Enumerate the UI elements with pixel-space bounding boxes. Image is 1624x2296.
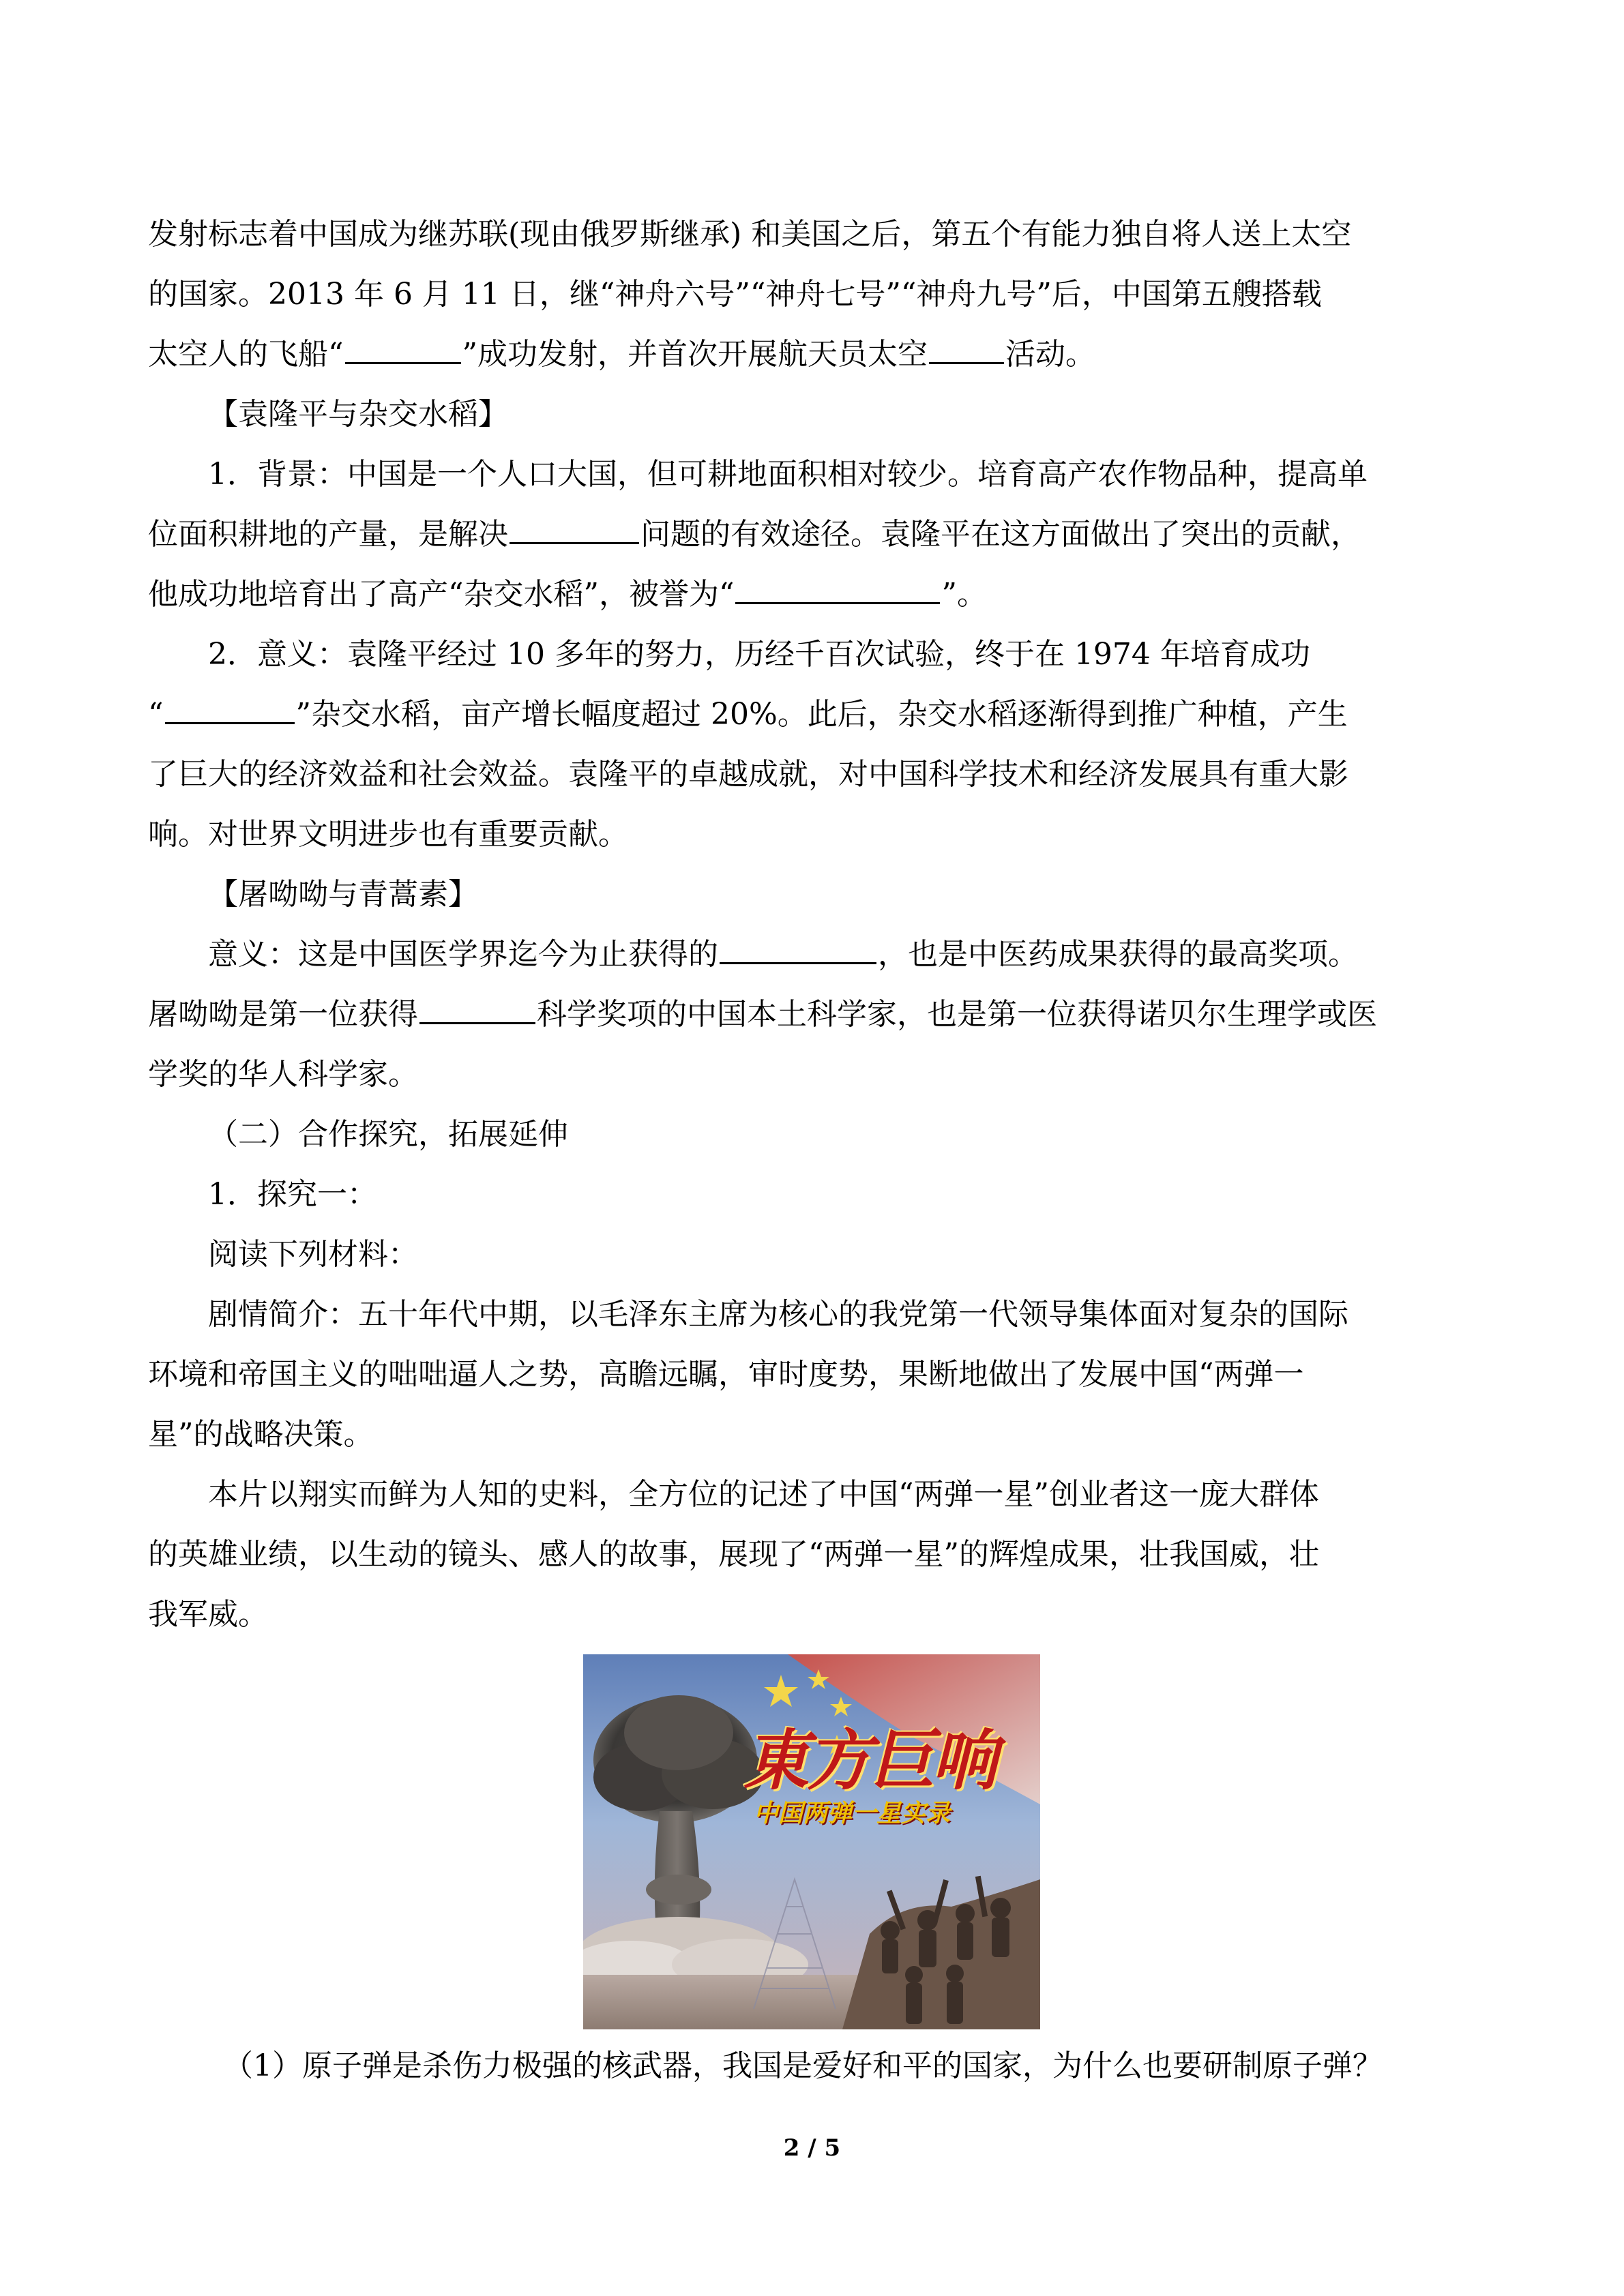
fill-blank: [735, 572, 940, 604]
text-segment: ”杂交水稻，亩产增长幅度超过 20%。此后，杂交水稻逐渐得到推广种植，产生: [295, 697, 1348, 732]
paragraph-line: 1．探究一：: [208, 1177, 377, 1212]
poster-subtitle: 中国两弹一星实录: [754, 1800, 951, 1828]
paragraph-line: 我军威。: [148, 1597, 268, 1632]
fill-blank: [720, 932, 876, 964]
fill-blank: [419, 992, 535, 1024]
paragraph-line: 本片以翔实而鲜为人知的史料，全方位的记述了中国“两弹一星”创业者这一庞大群体: [208, 1477, 1319, 1512]
text-segment: 活动。: [1005, 337, 1095, 372]
fill-blank: [345, 332, 461, 364]
paragraph-line: 学奖的华人科学家。: [148, 1057, 418, 1092]
poster-title: 東方巨响: [743, 1723, 994, 1799]
text-segment: 科学奖项的中国本土科学家，也是第一位获得诺贝尔生理学或医: [537, 997, 1377, 1032]
fill-blank: [510, 512, 639, 544]
paragraph-line: [148, 505, 1471, 565]
paragraph-line: 星”的战略决策。: [148, 1417, 374, 1452]
page-number: 2 / 5: [783, 2134, 841, 2162]
paragraph-line: 1．背景：中国是一个人口大国，但可耕地面积相对较少。培育高产农作物品种，提高单: [208, 457, 1368, 492]
paragraph-line: [148, 325, 1471, 385]
text-segment: “: [148, 697, 164, 732]
fill-blank: [929, 332, 1004, 364]
text-segment: 意义：这是中国医学界迄今为止获得的: [208, 937, 718, 972]
paragraph-line: [148, 565, 1471, 625]
text-segment: ”。: [941, 577, 987, 612]
question-line: （1）原子弹是杀伤力极强的核武器，我国是爱好和平的国家，为什么也要研制原子弹？: [223, 2048, 1383, 2083]
document-body: [148, 205, 1471, 2096]
paragraph-line: 响。对世界文明进步也有重要贡献。: [148, 817, 628, 852]
paragraph-line: [148, 985, 1471, 1045]
paragraph-line: 的英雄业绩，以生动的镜头、感人的故事，展现了“两弹一星”的辉煌成果，壮我国威，壮: [148, 1537, 1319, 1572]
text-segment: 太空人的飞船“: [148, 337, 344, 372]
paragraph-line: 2．意义：袁隆平经过 10 多年的努力，历经千百次试验，终于在 1974 年培育成功: [208, 637, 1310, 672]
text-segment: 问题的有效途径。袁隆平在这方面做出了突出的贡献，: [640, 517, 1361, 552]
paragraph-line: 发射标志着中国成为继苏联(现由俄罗斯继承) 和美国之后，第五个有能力独自将人送上太空: [148, 217, 1352, 252]
section-heading-explore: （二）合作探究，拓展延伸: [208, 1117, 568, 1152]
text-segment: ，也是中医药成果获得的最高奖项。: [878, 937, 1358, 972]
section-heading-tu: 【屠呦呦与青蒿素】: [208, 877, 478, 912]
text-segment: 屠呦呦是第一位获得: [148, 997, 418, 1032]
section-heading-yuan: 【袁隆平与杂交水稻】: [208, 397, 508, 432]
fill-blank: [165, 692, 295, 724]
paragraph-line: 环境和帝国主义的咄咄逼人之势，高瞻远瞩，审时度势，果断地做出了发展中国“两弹一: [148, 1357, 1304, 1392]
paragraph-line: 剧情简介：五十年代中期，以毛泽东主席为核心的我党第一代领导集体面对复杂的国际: [208, 1297, 1348, 1332]
paragraph-line: [148, 685, 1471, 745]
paragraph-line: 的国家。2013 年 6 月 11 日，继“神舟六号”“神舟七号”“神舟九号”后，中国第五艘搭载: [148, 277, 1322, 312]
text-segment: 位面积耕地的产量，是解决: [148, 517, 508, 552]
paragraph-line: [148, 925, 1471, 985]
film-poster-image: [583, 1654, 1040, 2029]
text-segment: 他成功地培育出了高产“杂交水稻”，被誉为“: [148, 577, 735, 612]
paragraph-line: 了巨大的经济效益和社会效益。袁隆平的卓越成就，对中国科学技术和经济发展具有重大影: [148, 757, 1348, 792]
text-segment: ”成功发射，并首次开展航天员太空: [462, 337, 928, 372]
paragraph-line: 阅读下列材料：: [208, 1237, 418, 1272]
